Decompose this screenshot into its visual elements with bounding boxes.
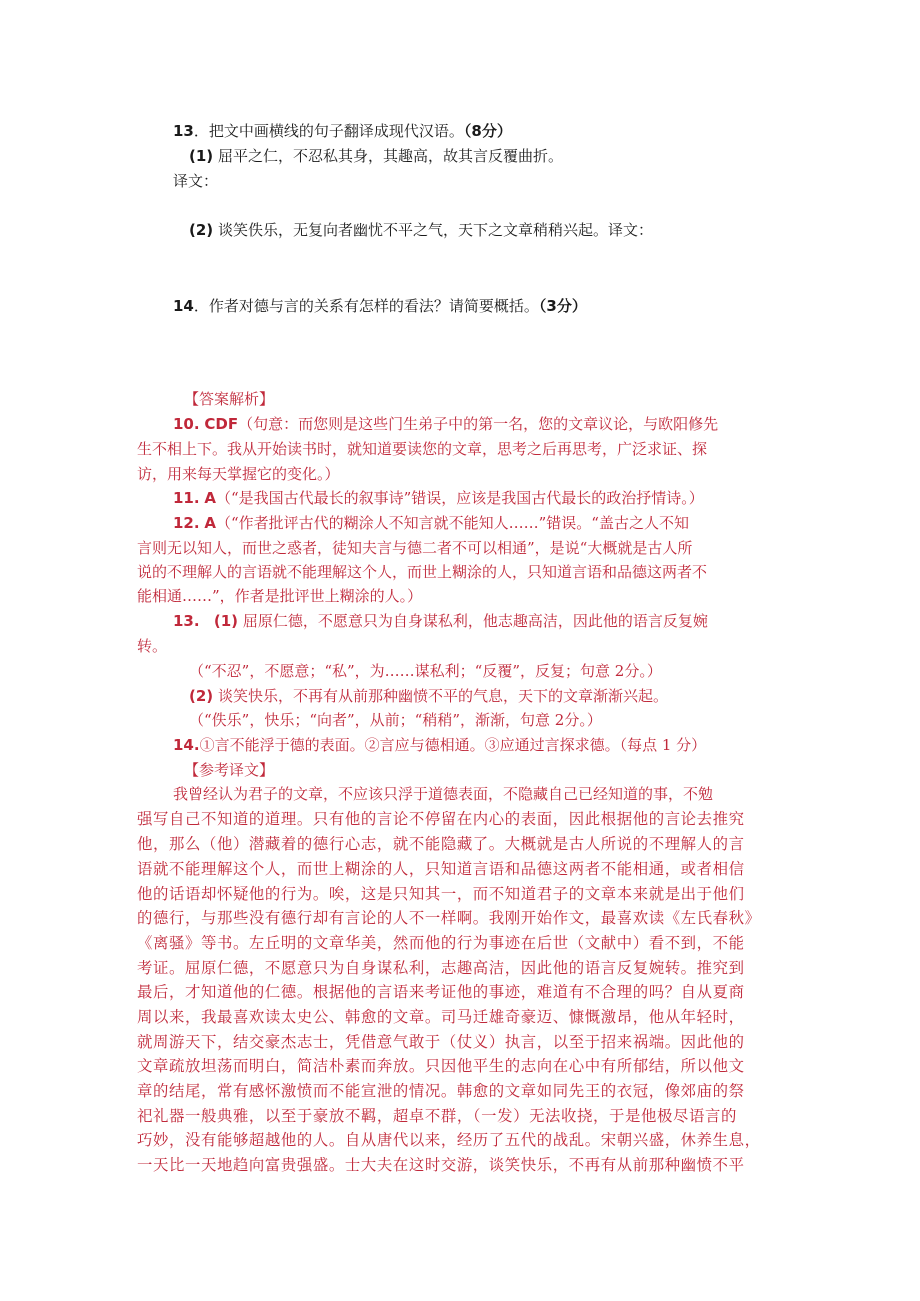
answer-10-line-3: 访，用来每天掌握它的变化。） (137, 465, 340, 483)
reference-line: 一天比一天地趋向富贵强盛。士大夫在这时交游，谈笑快乐，不再有从前那种幽愤不平 (137, 1156, 745, 1174)
answer-13-number: 13. (173, 612, 200, 630)
answer-12 (173, 513, 689, 533)
answer-10-key: CDF (204, 415, 239, 433)
answer-13-part-2 (189, 686, 668, 706)
answer-13-part-1-number: (1) (213, 612, 239, 630)
question-13-part-1 (189, 146, 563, 166)
reference-line: 他，那么（他）潜藏着的德行心志，就不能隐藏了。大概就是古人所说的不理解人的言 (137, 835, 745, 853)
reference-line: 祀礼器一般典雅，以至于豪放不羁，超卓不群，（一发）无法收挠，于是他极尽语言的 (137, 1107, 737, 1125)
question-13-part-2 (189, 220, 653, 240)
answer-10-line-1: （句意：而您则是这些门生弟子中的第一名，您的文章议论，与欧阳修先 (238, 415, 719, 433)
reference-translation-header: 【参考译文】 (184, 761, 275, 779)
answer-12-number: 12. (173, 514, 200, 532)
answer-11-number: 11. (173, 489, 200, 507)
question-13-number: 13 (173, 122, 194, 140)
answer-header: 【答案解析】 (184, 390, 275, 408)
answer-10-line-2: 生不相上下。我从开始读书时，就知道要读您的文章，思考之后再思考，广泛求证、探 (137, 440, 708, 458)
reference-line: 就周游天下，结交豪杰志士，凭借意气敢于（仗义）执言，以至于招来祸端。因此他的 (137, 1033, 745, 1051)
question-13-score: （8分） (463, 122, 512, 140)
reference-line: 强写自己不知道的道理。只有他的言论不停留在内心的表面，因此根据他的言论去推究 (137, 810, 745, 828)
answer-12-line-4: 能相通……”，作者是批评世上糊涂的人。） (137, 587, 423, 605)
answer-13-part-2-note: （“佚乐”，快乐；“向者”，从前；“稍稍”，渐渐，句意 2分。） (189, 711, 602, 729)
reference-line: 语就不能理解这个人，而世上糊涂的人，只知道言语和品德这两者不能相通，或者相信 (137, 860, 745, 878)
question-13-part-1-label: 译文： (173, 172, 219, 190)
answer-13-part-1-text: 屈原仁德，不愿意只为自身谋私利，他志趣高洁，因此他的语言反复婉 (242, 612, 708, 630)
reference-line: 他的话语却怀疑他的行为。唉，这是只知其一，而不知道君子的文章本来就是出于他们 (137, 885, 745, 903)
reference-line: 巧妙，没有能够超越他的人。自从唐代以来，经历了五代的战乱。宋朝兴盛，休养生息， (137, 1131, 761, 1149)
answer-13-part-2-number: (2) (189, 687, 214, 705)
question-13 (173, 121, 512, 141)
reference-line: 文章疏放坦荡而明白，简洁朴素而奔放。只因他平生的志向在心中有所郁结，所以他文 (137, 1057, 745, 1075)
question-13-part-2-number: (2) (189, 221, 214, 239)
answer-11-key: A (204, 489, 216, 507)
question-14-score: （3分） (538, 297, 587, 315)
answer-13-part-1-note: （“不忍”，不愿意；“私”，为……谋私利；“反覆”，反复；句意 2分。） (189, 662, 662, 680)
question-13-part-2-text: 谈笑佚乐，无复向者幽忧不平之气，天下之文章稍稍兴起。译文： (217, 221, 653, 239)
answer-14 (173, 735, 706, 755)
answer-11 (173, 488, 704, 508)
question-14-number: 14 (173, 297, 194, 315)
answer-10 (173, 414, 718, 434)
reference-line: 我曾经认为君子的文章，不应该只浮于道德表面，不隐藏自己已经知道的事，不勉 (173, 785, 714, 803)
answer-13-part-2-text: 谈笑快乐，不再有从前那种幽愤不平的气息，天下的文章渐渐兴起。 (217, 687, 668, 705)
reference-line: 《离骚》等书。左丘明的文章华美，然而他的行为事迹在后世（文献中）看不到，不能 (137, 934, 745, 952)
answer-14-text: ①言不能浮于德的表面。②言应与德相通。③应通过言探求德。（每点 1 分） (199, 736, 707, 754)
question-13-part-1-text: 屈平之仁，不忍私其身，其趣高，故其言反覆曲折。 (217, 147, 563, 165)
answer-11-text: （“是我国古代最长的叙事诗”错误，应该是我国古代最长的政治抒情诗。） (215, 489, 704, 507)
reference-line: 最后，才知道他的仁德。根据他的言语来考证他的事迹，难道有不合理的吗？自从夏商 (137, 983, 745, 1001)
question-13-text: ．把文中画横线的句子翻译成现代汉语。 (193, 122, 464, 140)
answer-10-number: 10. (173, 415, 200, 433)
answer-13-part-1 (173, 611, 708, 631)
question-14-text: ．作者对德与言的关系有怎样的看法？请简要概括。 (193, 297, 539, 315)
answer-12-line-3: 说的不理解人的言语就不能理解这个人，而世上糊涂的人，只知道言语和品德这两者不 (137, 563, 708, 581)
reference-line: 的德行，与那些没有德行却有言论的人不一样啊。我刚开始作文，最喜欢读《左氏春秋》 (137, 909, 761, 927)
reference-line: 章的结尾，常有感怀激愤而不能宣泄的情况。韩愈的文章如同先王的衣冠，像郊庙的祭 (137, 1082, 745, 1100)
question-14 (173, 296, 587, 316)
answer-12-line-1: （“作者批评古代的糊涂人不知言就不能知人……”错误。“盖古之人不知 (215, 514, 689, 532)
reference-line: 考证。屈原仁德，不愿意只为自身谋私利，志趣高洁，因此他的语言反复婉转。推究到 (137, 959, 745, 977)
answer-13-part-1-cont: 转。 (137, 637, 168, 655)
answer-14-number: 14. (173, 736, 200, 754)
answer-12-key: A (204, 514, 216, 532)
question-13-part-1-number: (1) (189, 147, 214, 165)
reference-line: 周以来，我最喜欢读太史公、韩愈的文章。司马迁雄奇豪迈、慷慨激昂，他从年轻时， (137, 1008, 745, 1026)
answer-12-line-2: 言则无以知人，而世之惑者，徒知夫言与德二者不可以相通”，是说“大概就是古人所 (137, 539, 693, 557)
